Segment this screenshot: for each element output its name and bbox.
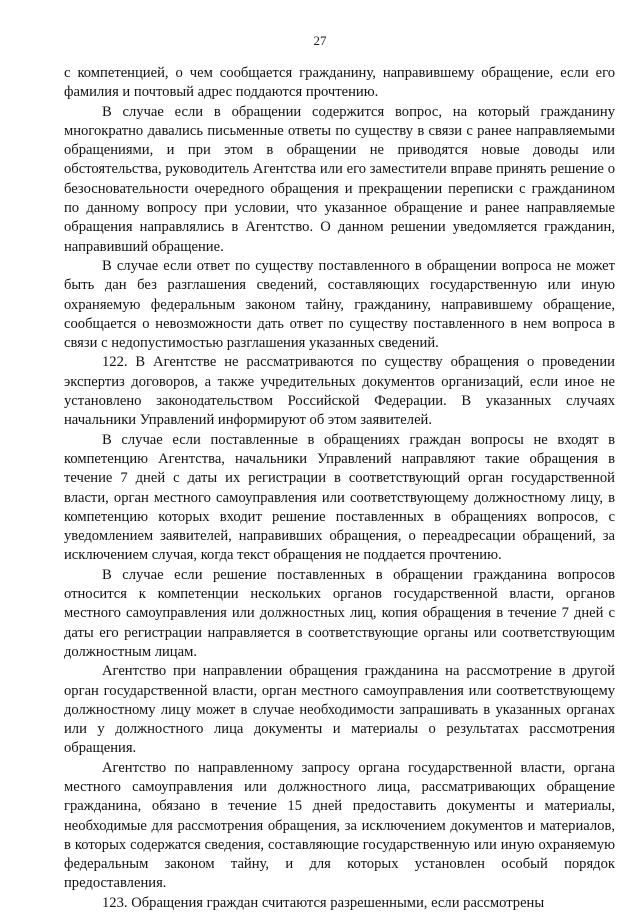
paragraph-repeated-appeals: В случае если в обращении содержится вопрос, на который гражданину многократно давались письменные ответы по существу в связи с ранее направляемыми обращениями, и при этом в обращении не приводятся новые доводы или обстоятельства, руководитель Агентства или его заместители вправе принять решение о безосновательности очередного обращения и прекращении переписки с гражданином по данному вопросу при условии, что указанное обращение и ранее направляемые обращения направлялись в Агентство. О данном решении уведомляется гражданин, направивший обращение. <box>64 103 615 255</box>
paragraph-state-secret: В случае если ответ по существу поставленного в обращении вопроса не может быть дан без разглашения сведений, составляющих государственную или иную охраняемую федеральным законом тайну, гражданину, направившему обращение, сообщается о невозможности дать ответ по существу поставленного в нем вопроса в связи с недопустимостью разглашения указанных сведений. <box>64 257 615 352</box>
paragraph-continuation: с компетенцией, о чем сообщается гражданину, направившему обращение, если его фамилия и почтовый адрес поддаются прочтению. <box>64 65 615 101</box>
paragraph-request-documents: Агентство при направлении обращения гражданина на рассмотрение в другой орган государственной власти, орган местного самоуправления или соответствующему должностному лицу может в случае необходимости запрашивать в указанных органах или у должностного лица документы и материалы о результатах рассмотрения обращения. <box>64 663 615 757</box>
paragraph-out-of-competence: В случае если поставленные в обращениях граждан вопросы не входят в компетенцию Агентства, начальники Управлений направляют такие обращения в течение 7 дней с даты их регистрации в соответствующий орган государственной власти, орган местного самоуправления или соответствующему должностному лицу, в компетенцию которых входит решение поставленных в обращениях вопросов, с уведомлением заявителей, направивших обращения, о переадресации обращений, за исключением случая, когда текст обращения не поддается прочтению. <box>64 431 615 564</box>
paragraph-several-bodies: В случае если решение поставленных в обращении гражданина вопросов относится к компетенции нескольких органов государственной власти, органов местного самоуправления или должностных лиц, копия обращения в течение 7 дней с даты его регистрации направляется в соответствующие органы или соответствующим должностным лицам. <box>64 566 615 660</box>
paragraph-122: 122. В Агентстве не рассматриваются по существу обращения о проведении экспертиз договоров, а также учредительных документов организаций, если иное не установлено законодательством Российской Федерации. В указанных случаях начальники Управлений информируют об этом заявителей. <box>64 354 615 429</box>
paragraph-provide-documents: Агентство по направленному запросу органа государственной власти, органа местного самоуправления или должностного лица, рассматривающих обращение гражданина, обязано в течение 15 дней предоставить документы и материалы, необходимые для рассмотрения обращения, за исключением документов и материалов, в которых содержатся сведения, составляющие государственную или иную охраняемую федеральным законом тайну, и для которых установлен особый порядок предоставления. <box>64 759 615 892</box>
paragraph-123: 123. Обращения граждан считаются разрешенными, если рассмотрены <box>102 894 545 911</box>
body-text <box>64 64 615 913</box>
page-number: 27 <box>313 33 327 48</box>
